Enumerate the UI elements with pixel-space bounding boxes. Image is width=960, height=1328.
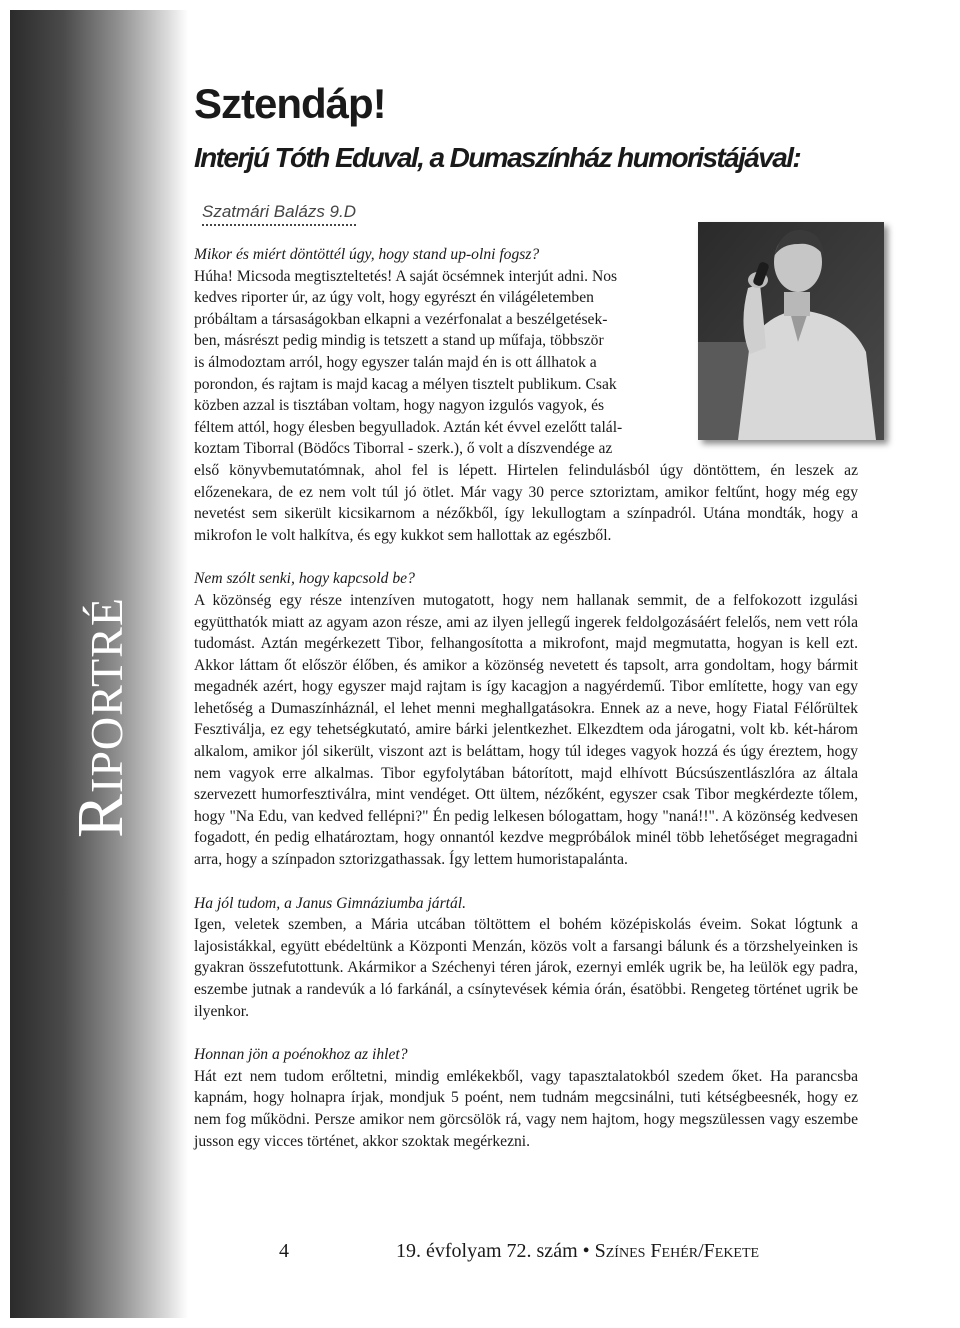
page-number: 4 [279, 1240, 289, 1262]
answer-1-line: Húha! Micsoda megtiszteltetés! A saját öcsémnek interjút adni. Nos [194, 267, 618, 285]
answer-1-wrap [194, 266, 690, 460]
answer-1-line: közben azzal is tisztában voltam, hogy nagyon izgulós vagyok, és [194, 397, 605, 415]
question-4: Honnan jön a poénokhoz az ihlet? [194, 1046, 408, 1064]
answer-1-line: kedves riporter úr, az úgy volt, hogy egyrészt én világéletemben [194, 289, 594, 307]
answer-1-continued: első könyvbemutatómnak, ahol fel is lépett. Hirtelen felindulásból úgy döntöttem, én leszek az előzenekara, de ez nem volt túl jó ötlet. Már vagy 30 perce sztoriztam, amikor feltűnt, hogy még egy nevetést sem sikerült kicsikarnom a nézőkből, így lekullogtam a színpadról. Utána mondták, hogy a mikrofon le volt halkítva, és egy kukkot sem hallottak az egészből. [194, 461, 858, 544]
publication-name: Színes Fehér/Fekete [594, 1240, 760, 1262]
answer-1-line: is álmodoztam arról, hogy egyszer talán majd én is ott állhatok a [194, 353, 597, 371]
footer-issue [396, 1240, 759, 1263]
answer-4: Hát ezt nem tudom erőltetni, mindig emlékekből, vagy tapasztalatokból szedem őket. Ha parancsba kapnám, hogy holnapra írjak, mondjuk 5 poént, nem tudnám megcsinálni, tuti kétségbeesnék, hogy ez nem fog működni. Persze amikor nem görcsölök rá, vagy nem hajtom, hogy megszülessen vagy eszembe jusson egy vicces történet, akkor szoktak megérkezni. [194, 1067, 858, 1150]
article-body [194, 244, 858, 1152]
article-title: Sztendáp! [194, 80, 386, 127]
section-label: Riportré [64, 597, 137, 838]
article-subtitle: Interjú Tóth Eduval, a Dumaszínház humoristájával: [194, 142, 801, 173]
answer-3: Igen, veletek szemben, a Mária utcában töltöttem el bohém középiskolás éveim. Sokat lógtunk a lajosistákkal, együtt ebédeltünk a Központi Menzán, közös volt a farsangi bálunk és a törzshelyeinken is gyakran összefutottunk. Akármikor a Széchenyi téren járok, ezernyi emlék ugrik be, ha leülök egy padra, eszembe jutnak a randevúk a ló farkánál, a csínytevések kémia órán, ésatöbbi. Rengeteg történet ugrik be ilyenkor. [194, 916, 858, 1020]
question-3: Ha jól tudom, a Janus Gimnáziumba jártál. [194, 894, 467, 912]
answer-1-line: féltem attól, hogy élesben begyulladok. Aztán két évvel ezelőtt talál- [194, 418, 623, 436]
author-byline: Szatmári Balázs 9.D [202, 202, 356, 226]
answer-1-line: porondon, és rajtam is majd kacag a mélyen tisztelt publikum. Csak [194, 375, 617, 393]
issue-label: 19. évfolyam 72. szám • [396, 1240, 590, 1262]
answer-1-line: próbáltam a társaságokban elkapni a vezérfonalat a beszélgetések- [194, 310, 608, 328]
question-2: Nem szólt senki, hogy kapcsold be? [194, 570, 415, 588]
answer-1-line: koztam Tiborral (Bödőcs Tiborral - szerk.), ő volt a díszvendége az [194, 440, 613, 458]
answer-1-line: ben, másrészt pedig mindig is tetszett a stand up műfaja, többször [194, 332, 604, 350]
answer-2: A közönség egy része intenzíven mutogatott, hogy nem hallanak semmit, de a felfokozott izgulási együtthatók miatt az agyam azon része, ami az ilyen jellegű ingerek feldolgozásáért felelős, nem vett róla tudomást. Aztán megérkezett Tibor, felhangosította a mikrofont, majd megmutatta, hogyan is kell ezt. Akkor láttam őt először élőben, és amikor a közönség nevetett és tapsolt, arra gondoltam, hogy bármit megadnék azért, hogy egyszer majd rajtam is így kacagjon a nagyérdemű. Tibor említette, hogy van egy lehetőség a Dumaszínháznál, el lehet menni meghallgatásokra. Ennek az a neve, hogy Fiatal Félőrültek Fesztiválja, ez egy tehetségkutató, amire bárki jelentkezhet. Elkezdtem oda járogatni, volt kb. két-három alkalom, amikor jól sikerült, viszont azt is beláttam, hogy túl ideges vagyok hozzá és úgy éreztem, hogy nem vagyok erre alkalmas. Tibor egyfolytában bátorított, majd elhívott Búcsúszentlászlóra az általa szervezett humorfesztiválra, mint vendéget. Ott ültem, nézőként, egyszer csak Tibor megkérdezte tőlem, hogy "Na Edu, van kedved fellépni?" Én pedig lelkesen bólogattam, hogy "naná!!". A közönség kedvesen fogadott, én pedig elhatároztam, hogy onnantól kezdve megpróbálok minél több lehetőséget megragadni arra, hogy a színpadon sztorizgathassak. Így lettem humoristapalánta. [194, 591, 858, 869]
question-1: Mikor és miért döntöttél úgy, hogy stand up-olni fogsz? [194, 246, 540, 263]
